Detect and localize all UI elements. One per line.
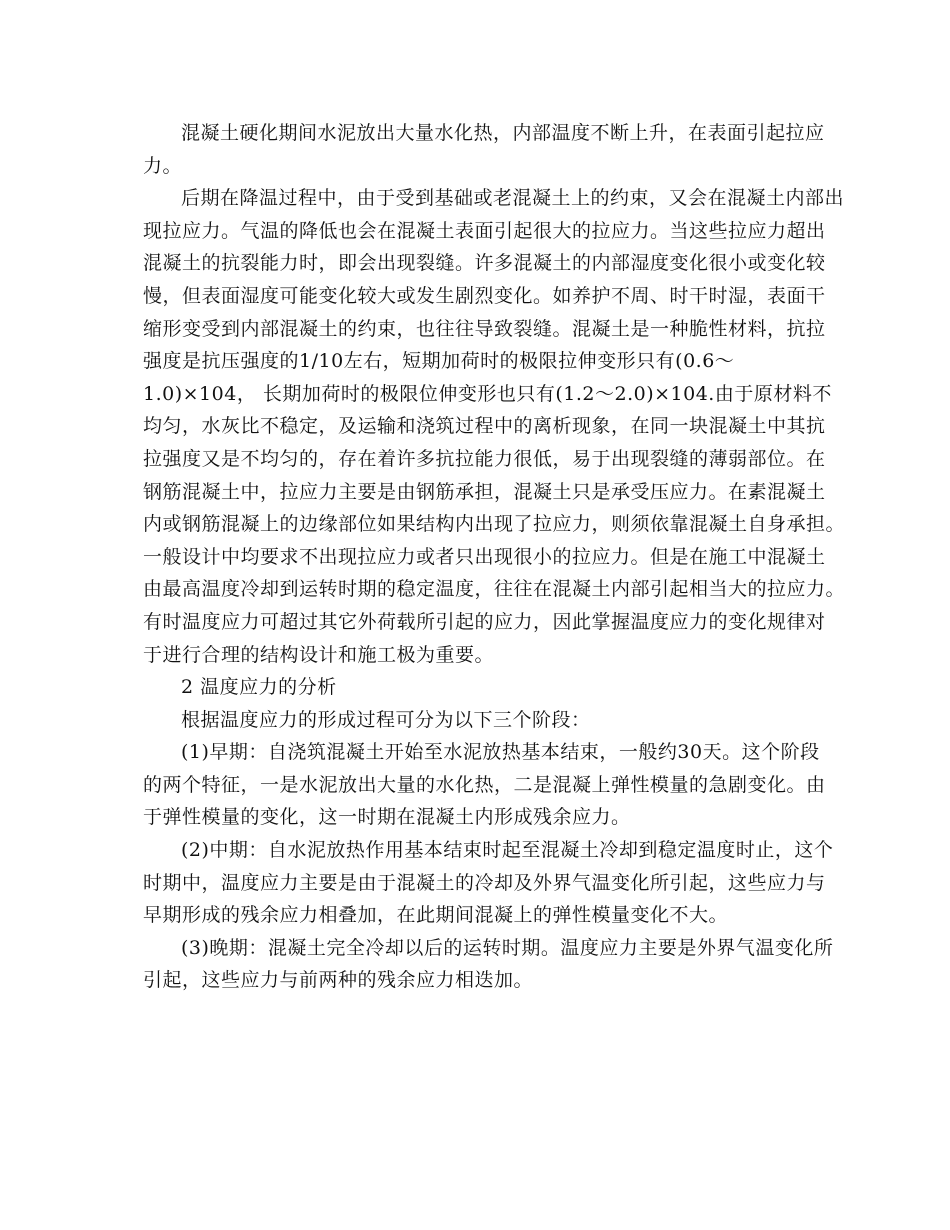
paragraph-1 <box>143 117 825 182</box>
paragraph-stage-middle <box>143 834 834 932</box>
text-line: 混凝土的抗裂能力时，即会出现裂缝。许多混凝土的内部湿度变化很小或变化较 <box>143 252 826 275</box>
text-line: 均匀，水灰比不稳定，及运输和浇筑过程中的离析现象，在同一块混凝土中其抗 <box>143 415 826 438</box>
text-line: 于弹性模量的变化，这一时期在混凝土内形成残余应力。 <box>143 806 631 829</box>
text-line: 慢，但表面湿度可能变化较大或发生剧烈变化。如养护不周、时干时湿，表面干 <box>143 284 826 307</box>
text-line: (3)晚期：混凝土完全冷却以后的运转时期。温度应力主要是外界气温变化所 <box>181 936 834 959</box>
text-line: 早期形成的残余应力相叠加，在此期间混凝上的弹性模量变化不大。 <box>143 904 729 927</box>
text-line: 于进行合理的结构设计和施工极为重要。 <box>143 643 495 666</box>
text-line: 现拉应力。气温的降低也会在混凝土表面引起很大的拉应力。当这些拉应力超出 <box>143 219 826 242</box>
section-heading <box>143 671 808 704</box>
text-line: 时期中，温度应力主要是由于混凝土的冷却及外界气温变化所引起，这些应力与 <box>143 871 826 894</box>
paragraph-stage-late <box>143 932 834 997</box>
text-line: 强度是抗压强度的1/10左右，短期加荷时的极限拉伸变形只有(0.6～ <box>143 350 735 373</box>
text-line: 缩形变受到内部混凝土的约束，也往往导致裂缝。混凝土是一种脆性材料，抗拉 <box>143 317 826 340</box>
text-line: 由最高温度冷却到运转时期的稳定温度，往往在混凝土内部引起相当大的拉应力。 <box>143 578 846 601</box>
text-line: 的两个特征，一是水泥放出大量的水化热，二是混凝上弹性模量的急剧变化。由 <box>143 773 826 796</box>
text-line: 混凝土硬化期间水泥放出大量水化热，内部温度不断上升，在表面引起拉应 <box>181 122 825 144</box>
text-line: 钢筋混凝土中，拉应力主要是由钢筋承担，混凝土只是承受压应力。在素混凝土 <box>143 480 826 503</box>
heading-text: 2 温度应力的分析 <box>181 676 337 699</box>
text-line: (2)中期：自水泥放热作用基本结束时起至混凝土冷却到稳定温度时止，这个 <box>181 839 834 862</box>
text-line: 引起，这些应力与前两种的残余应力相迭加。 <box>143 969 534 992</box>
text-line: 后期在降温过程中，由于受到基础或老混凝土上的约束，又会在混凝土内部出 <box>181 187 845 210</box>
paragraph-2 <box>143 182 846 671</box>
text-line: 1.0)×104， 长期加荷时的极限位伸变形也只有(1.2～2.0)×104.由于原材料不 <box>143 382 832 405</box>
text-line: 内或钢筋混凝上的边缘部位如果结构内出现了拉应力，则须依靠混凝土自身承担。 <box>143 513 846 536</box>
text-line: 一般设计中均要求不出现拉应力或者只出现很小的拉应力。但是在施工中混凝土 <box>143 545 826 568</box>
text-line: 力。 <box>143 154 183 177</box>
paragraph-stage-early <box>143 736 826 834</box>
paragraph-intro <box>143 704 808 737</box>
document-page <box>143 117 846 997</box>
text-line: 拉强度又是不均匀的，存在着许多抗拉能力很低，易于出现裂缝的薄弱部位。在 <box>143 447 826 470</box>
text-line: 根据温度应力的形成过程可分为以下三个阶段： <box>181 708 591 731</box>
text-line: 有时温度应力可超过其它外荷载所引起的应力，因此掌握温度应力的变化规律对 <box>143 610 826 633</box>
text-line: (1)早期：自浇筑混凝土开始至水泥放热基本结束，一般约30天。这个阶段 <box>181 741 820 764</box>
